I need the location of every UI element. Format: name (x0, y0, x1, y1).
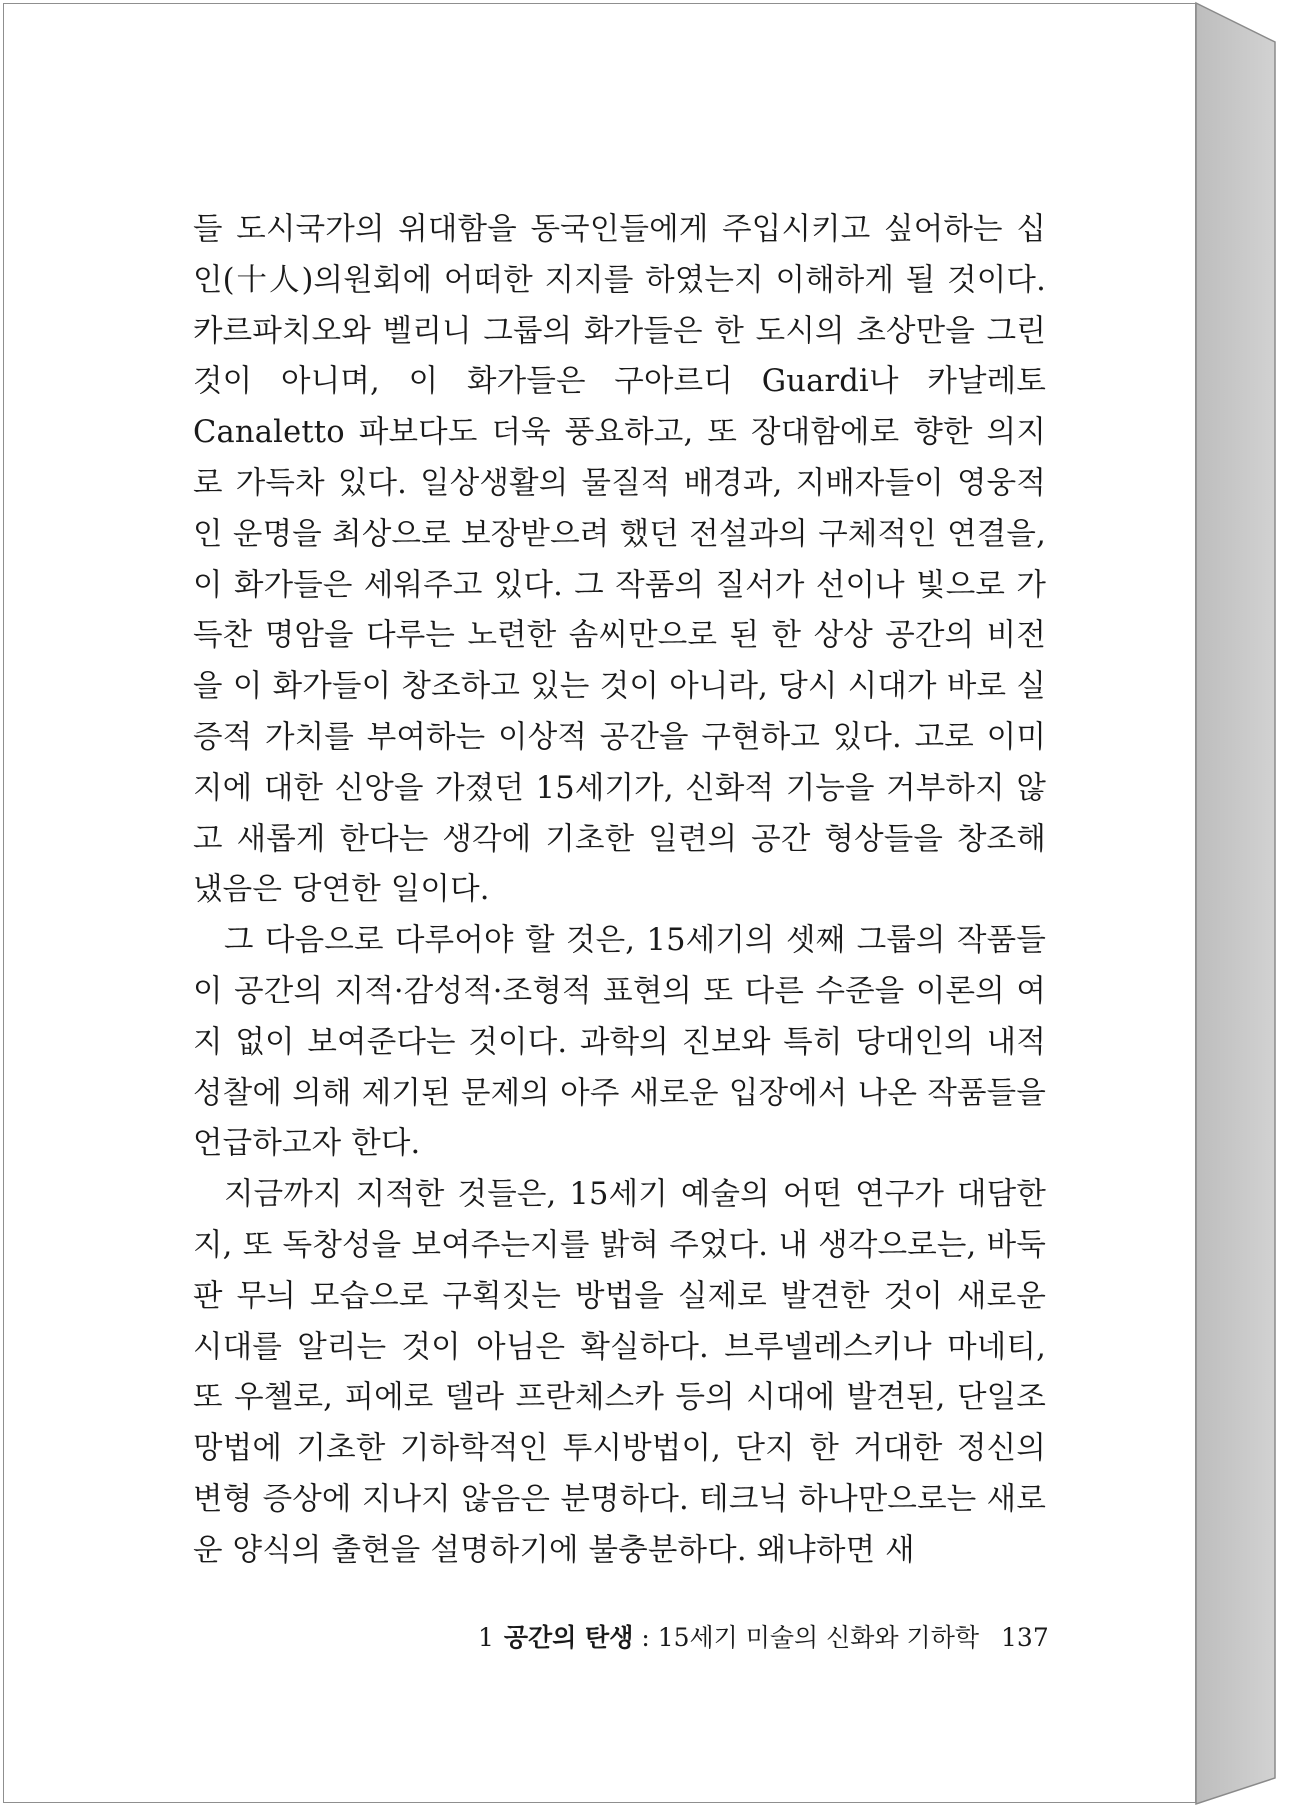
title-separator: : (633, 1623, 658, 1652)
chapter-title: 공간의 탄생 (503, 1623, 634, 1652)
page-number: 137 (1001, 1623, 1049, 1652)
chapter-number: 1 (478, 1623, 494, 1652)
running-footer (478, 1618, 1049, 1654)
body-text (193, 205, 1046, 1577)
paragraph-3: 지금까지 지적한 것들은, 15세기 예술의 어떤 연구가 대담한지, 또 독창성을 보여주는지를 밝혀 주었다. 내 생각으로는, 바둑판 무늬 모습으로 구획짓는 방법을 실제로 발견한 것이 새로운 시대를 알리는 것이 아님은 확실하다. 브루넬레스키나 마네티, 또 우첼로, 피에로 델라 프란체스카 등의 시대에 발견된, 단일조망법에 기초한 기하학적인 투시방법이, 단지 한 거대한 정신의 변형 증상에 지나지 않음은 분명하다. 테크닉 하나만으로는 새로운 양식의 출현을 설명하기에 불충분하다. 왜냐하면 새 (193, 1177, 1046, 1568)
paragraph-2: 그 다음으로 다루어야 할 것은, 15세기의 셋째 그룹의 작품들이 공간의 지적·감성적·조형적 표현의 또 다른 수준을 이론의 여지 없이 보여준다는 것이다. 과학의 진보와 특히 당대인의 내적 성찰에 의해 제기된 문제의 아주 새로운 입장에서 나온 작품들을 언급하고자 한다. (193, 923, 1046, 1162)
chapter-subtitle: 15세기 미술의 신화와 기하학 (657, 1623, 980, 1652)
paragraph-1: 들 도시국가의 위대함을 동국인들에게 주입시키고 싶어하는 십인(十人)의원회에 어떠한 지지를 하였는지 이해하게 될 것이다. 카르파치오와 벨리니 그룹의 화가들은 한 도시의 초상만을 그린 것이 아니며, 이 화가들은 구아르디 Guardi나 카날레토 Canaletto 파보다도 더욱 풍요하고, 또 장대함에로 향한 의지로 가득차 있다. 일상생활의 물질적 배경과, 지배자들이 영웅적인 운명을 최상으로 보장받으려 했던 전설과의 구체적인 연결을, 이 화가들은 세워주고 있다. 그 작품의 질서가 선이나 빛으로 가득찬 명암을 다루는 노련한 솜씨만으로 된 한 상상 공간의 비전을 이 화가들이 창조하고 있는 것이 아니라, 당시 시대가 바로 실증적 가치를 부여하는 이상적 공간을 구현하고 있다. 고로 이미지에 대한 신앙을 가졌던 15세기가, 신화적 기능을 거부하지 않고 새롭게 한다는 생각에 기초한 일련의 공간 형상들을 창조해 냈음은 당연한 일이다. (193, 212, 1046, 908)
